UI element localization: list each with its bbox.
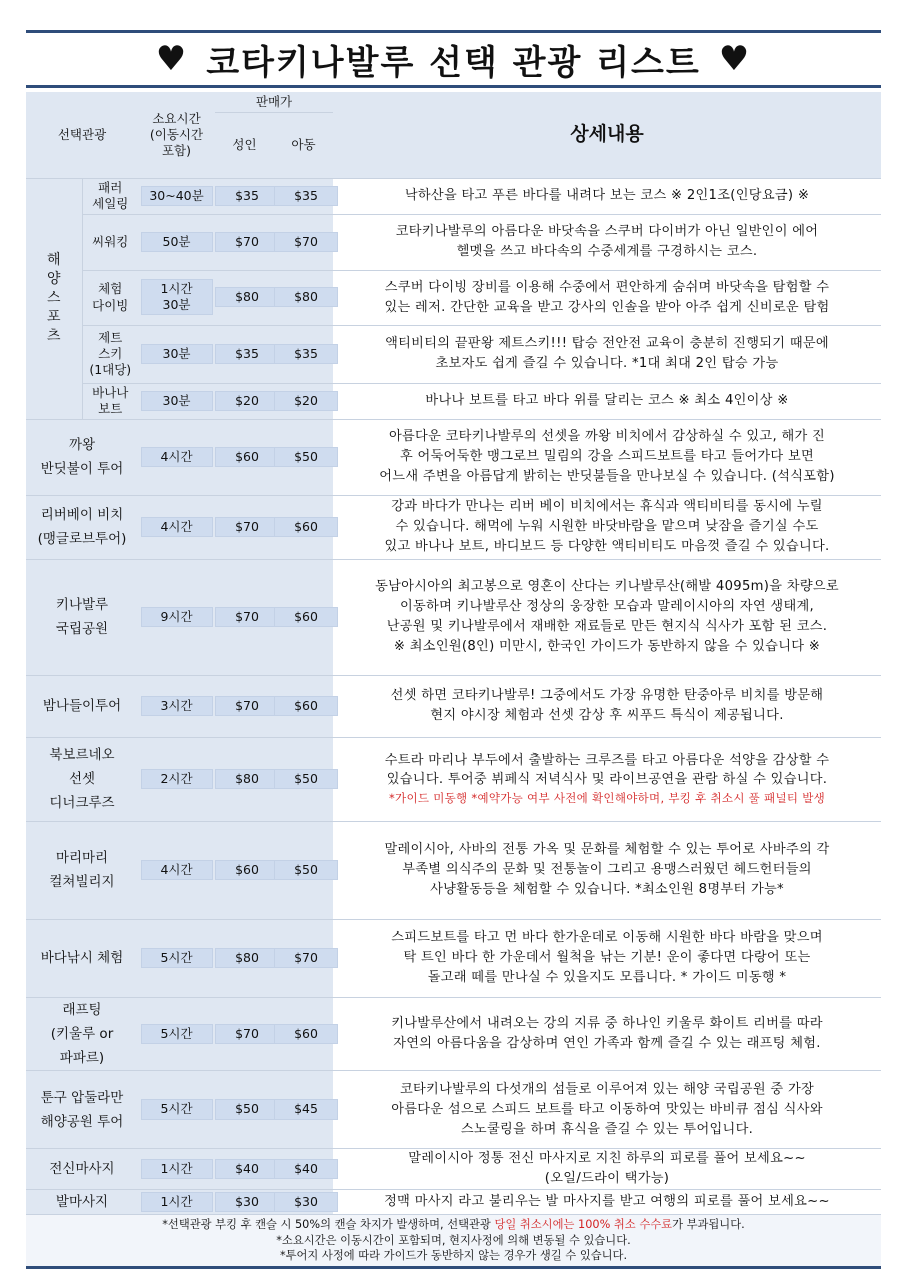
tour-name: 리버베이 비치 (맹글로브투어): [26, 495, 138, 559]
tour-description: 강과 바다가 만나는 리버 베이 비치에서는 휴식과 액티비티를 동시에 누릴 수 있습니다. 해먹에 누워 시원한 바닷바람을 맡으며 낮잠을 즐기실 수도 있고 바나나 보트, 바디보드 등 다양한 액티비티도 마음껏 즐길 수 있습니다.: [341, 497, 873, 556]
child-price: $50: [274, 447, 338, 467]
duration-pill: 30분: [141, 344, 213, 364]
tour-name: 까왕 반딧불이 투어: [26, 419, 138, 495]
table-row: [26, 821, 881, 919]
tour-description: 키나발루산에서 내려오는 강의 지류 중 하나인 키울루 화이트 리버를 따라 자연의 아름다움을 감상하며 연인 가족과 함께 즐길 수 있는 래프팅 체험.: [341, 1014, 873, 1054]
tour-description: 말레이시아, 사바의 전통 가옥 및 문화를 체험할 수 있는 투어로 사바주의 각 부족별 의식주의 문화 및 전통놀이 그리고 용맹스러웠던 헤드헌터들의 사냥활동등을 체험할 수 있습니다. *최소인원 8명부터 가능*: [341, 840, 873, 899]
adult-price: $80: [215, 769, 279, 789]
adult-price: $35: [215, 186, 279, 206]
tour-name: 북보르네오 선셋 디너크루즈: [26, 737, 138, 821]
adult-price: $20: [215, 391, 279, 411]
adult-price: $35: [215, 344, 279, 364]
child-price-cell: [274, 675, 333, 737]
child-price-cell: [274, 997, 333, 1071]
header-duration: 소요시간 (이동시간 포함): [138, 92, 215, 178]
child-price-cell: [274, 1149, 333, 1190]
tour-name: 래프팅 (키울루 or 파파르): [26, 997, 138, 1071]
desc-cell: [333, 178, 881, 214]
child-price: $70: [274, 948, 338, 968]
duration-pill: 50분: [141, 232, 213, 252]
child-price: $80: [274, 287, 338, 307]
header-tour: 선택관광: [26, 92, 138, 178]
child-price: $50: [274, 769, 338, 789]
duration-pill: 4시간: [141, 517, 213, 537]
duration-pill-cell: [138, 675, 215, 737]
tour-name: 바나나 보트: [82, 383, 138, 419]
child-price-cell: [274, 919, 333, 997]
table-row: [26, 737, 881, 821]
adult-price: $60: [215, 860, 279, 880]
child-price: $60: [274, 517, 338, 537]
child-price: $35: [274, 344, 338, 364]
adult-price: $70: [215, 696, 279, 716]
desc-cell: [333, 675, 881, 737]
child-price: $40: [274, 1159, 338, 1179]
tour-name: 툰구 압둘라만 해양공원 투어: [26, 1071, 138, 1149]
tour-name: 패러 세일링: [82, 178, 138, 214]
duration-pill: 30분: [141, 391, 213, 411]
adult-price: $70: [215, 607, 279, 627]
duration-pill-cell: [138, 214, 215, 270]
tour-description: 수트라 마리나 부두에서 출발하는 크루즈를 타고 아름다운 석양을 감상할 수 있습니다. 투어중 뷔페식 저녁식사 및 라이브공연을 관람 하실 수 있습니다.: [341, 751, 873, 791]
header-adult: 성인: [215, 112, 274, 178]
table-row: [26, 270, 881, 325]
adult-price-cell: [215, 325, 274, 383]
table-row: [26, 325, 881, 383]
adult-price: $40: [215, 1159, 279, 1179]
tour-name: 전신마사지: [26, 1149, 138, 1190]
duration-pill: 4시간: [141, 447, 213, 467]
duration-pill-cell: [138, 737, 215, 821]
child-price-cell: [274, 1189, 333, 1214]
desc-cell: [333, 559, 881, 675]
duration-pill-cell: [138, 178, 215, 214]
child-price-cell: [274, 737, 333, 821]
child-price-cell: [274, 383, 333, 419]
adult-price-cell: [215, 675, 274, 737]
child-price: $45: [274, 1099, 338, 1119]
desc-cell: [333, 919, 881, 997]
tour-description: 바나나 보트를 타고 바다 위를 달리는 코스 ※ 최소 4인이상 ※: [341, 391, 873, 411]
duration-pill-cell: [138, 559, 215, 675]
footer-line1: *선택관광 부킹 후 캔슬 시 50%의 캔슬 차지가 발생하며, 선택관광: [162, 1218, 495, 1232]
child-price: $35: [274, 186, 338, 206]
table-row: [26, 178, 881, 214]
child-price-cell: [274, 821, 333, 919]
desc-cell: [333, 1149, 881, 1190]
desc-cell: [333, 1189, 881, 1214]
heart-icon: ♥: [155, 39, 189, 79]
duration-pill: 4시간: [141, 860, 213, 880]
tour-description: 동남아시아의 최고봉으로 영혼이 산다는 키나발루산(해발 4095m)을 차량으로 이동하며 키나발루산 정상의 웅장한 모습과 말레이시아의 자연 생태계, 난공원 및 키나발루에서 재배한 재료들로 만든 현지식 식사가 포함 된 코스. ※ 최소인원(8인) 미만시, 한국인 가이드가 동반하지 않을 수 있습니다 ※: [341, 577, 873, 656]
child-price: $60: [274, 607, 338, 627]
price-sheet: [26, 30, 881, 1269]
adult-price: $80: [215, 287, 279, 307]
desc-cell: [333, 270, 881, 325]
tour-name: 마리마리 컬쳐빌리지: [26, 821, 138, 919]
adult-price-cell: [215, 178, 274, 214]
adult-price: $50: [215, 1099, 279, 1119]
desc-cell: [333, 419, 881, 495]
tour-description: 말레이시아 정통 전신 마사지로 지친 하루의 피로를 풀어 보세요~~ (오일/드라이 택가능): [341, 1149, 873, 1189]
child-price-cell: [274, 270, 333, 325]
tour-description: 코타키나발루의 다섯개의 섬들로 이루어져 있는 해양 국립공원 중 가장 아름다운 섬으로 스피드 보트를 타고 이동하여 맛있는 바비큐 점심 식사와 스노쿨링을 하며 휴식을 즐길 수 있는 투어입니다.: [341, 1080, 873, 1139]
adult-price-cell: [215, 1189, 274, 1214]
tour-name: 제트 스키 (1대당): [82, 325, 138, 383]
adult-price-cell: [215, 997, 274, 1071]
tour-name: 바다낚시 체험: [26, 919, 138, 997]
desc-cell: [333, 1071, 881, 1149]
duration-pill-cell: [138, 821, 215, 919]
adult-price-cell: [215, 559, 274, 675]
tour-name: 씨워킹: [82, 214, 138, 270]
adult-price: $60: [215, 447, 279, 467]
desc-cell: [333, 383, 881, 419]
group-label-char: 츠: [46, 327, 61, 344]
desc-cell: [333, 495, 881, 559]
adult-price-cell: [215, 737, 274, 821]
tour-name: 발마사지: [26, 1189, 138, 1214]
desc-cell: [333, 821, 881, 919]
header-detail: 상세내용: [333, 92, 881, 178]
adult-price-cell: [215, 419, 274, 495]
table-row: [26, 214, 881, 270]
table-row: [26, 675, 881, 737]
duration-pill: 2시간: [141, 769, 213, 789]
table-row: [26, 1071, 881, 1149]
duration-pill: 5시간: [141, 1024, 213, 1044]
desc-cell: [333, 214, 881, 270]
adult-price-cell: [215, 383, 274, 419]
tour-name: 키나발루 국립공원: [26, 559, 138, 675]
tour-description: 코타키나발루의 아름다운 바닷속을 스쿠버 다이버가 아닌 일반인이 에어 헬멧을 쓰고 바다속의 수중세계를 구경하시는 코스.: [341, 222, 873, 262]
tour-description: 선셋 하면 코타키나발루! 그중에서도 가장 유명한 탄중아루 비치를 방문해 현지 야시장 체험과 선셋 감상 후 씨푸드 특식이 제공됩니다.: [341, 686, 873, 726]
adult-price-cell: [215, 1071, 274, 1149]
duration-pill: 1시간: [141, 1159, 213, 1179]
tour-name: 체험 다이빙: [82, 270, 138, 325]
desc-cell: [333, 737, 881, 821]
group-label-char: 해: [46, 252, 61, 269]
group-label-char: 스: [46, 290, 61, 307]
adult-price-cell: [215, 919, 274, 997]
duration-pill: 9시간: [141, 607, 213, 627]
duration-pill-cell: [138, 383, 215, 419]
adult-price-cell: [215, 821, 274, 919]
table-row: [26, 997, 881, 1071]
duration-pill-cell: [138, 1149, 215, 1190]
header-price: 판매가: [215, 92, 333, 112]
title-bar: [26, 30, 881, 88]
child-price: $60: [274, 696, 338, 716]
child-price: $30: [274, 1192, 338, 1212]
duration-pill-cell: [138, 1071, 215, 1149]
child-price-cell: [274, 495, 333, 559]
tour-name: 밤나들이투어: [26, 675, 138, 737]
duration-pill-cell: [138, 419, 215, 495]
adult-price: $80: [215, 948, 279, 968]
child-price: $50: [274, 860, 338, 880]
footer-line2: *소요시간은 이동시간이 포함되며, 현지사정에 의해 변동될 수 있습니다.: [276, 1233, 631, 1247]
duration-pill: 5시간: [141, 948, 213, 968]
adult-price: $30: [215, 1192, 279, 1212]
header-child: 아동: [274, 112, 333, 178]
duration-pill-cell: [138, 919, 215, 997]
duration-pill: 1시간: [141, 1192, 213, 1212]
duration-pill: 30~40분: [141, 186, 213, 206]
table-row: [26, 495, 881, 559]
footer-notes: [26, 1215, 881, 1269]
child-price: $70: [274, 232, 338, 252]
child-price-cell: [274, 214, 333, 270]
duration-pill: 3시간: [141, 696, 213, 716]
child-price-cell: [274, 325, 333, 383]
tour-description: 아름다운 코타키나발루의 선셋을 까왕 비치에서 감상하실 수 있고, 해가 진 후 어둑어둑한 맹그로브 밀림의 강을 스피드보트를 타고 들어가다 보면 어느새 주변을 아름답게 밝히는 반딧불들을 만나보실 수 있습니다. (석식포함): [341, 427, 873, 486]
group-label-char: 양: [46, 271, 61, 288]
group-label-marine: [26, 178, 82, 419]
child-price-cell: [274, 1071, 333, 1149]
duration-pill-cell: [138, 270, 215, 325]
page-title: 코타키나발루 선택 관광 리스트: [206, 42, 701, 83]
footer-line1-red: 당일 취소시에는 100% 취소 수수료: [494, 1218, 673, 1232]
child-price: $60: [274, 1024, 338, 1044]
table-row: [26, 919, 881, 997]
adult-price-cell: [215, 214, 274, 270]
table-row: [26, 383, 881, 419]
table-row: [26, 419, 881, 495]
duration-pill-cell: [138, 997, 215, 1071]
duration-pill-cell: [138, 495, 215, 559]
heart-icon: ♥: [718, 39, 752, 79]
footer-line3: *투어지 사정에 따라 가이드가 동반하지 않는 경우가 생길 수 있습니다.: [279, 1248, 628, 1262]
tour-description: 낙하산을 타고 푸른 바다를 내려다 보는 코스 ※ 2인1조(인당요금) ※: [341, 186, 873, 206]
tour-table: [26, 92, 881, 1215]
tour-note: *가이드 미동행 *예약가능 여부 사전에 확인해야하며, 부킹 후 취소시 풀 패널티 발생: [341, 790, 873, 807]
adult-price-cell: [215, 495, 274, 559]
adult-price: $70: [215, 232, 279, 252]
adult-price: $70: [215, 1024, 279, 1044]
desc-cell: [333, 997, 881, 1071]
child-price-cell: [274, 419, 333, 495]
adult-price: $70: [215, 517, 279, 537]
table-row: [26, 559, 881, 675]
duration-pill: 5시간: [141, 1099, 213, 1119]
table-row: [26, 1149, 881, 1190]
adult-price-cell: [215, 1149, 274, 1190]
child-price-cell: [274, 559, 333, 675]
child-price: $20: [274, 391, 338, 411]
tour-description: 스쿠버 다이빙 장비를 이용해 수중에서 편안하게 숨쉬며 바닷속을 탐험할 수 있는 레저. 간단한 교육을 받고 강사의 인솔을 받아 아주 쉽게 신비로운 탐험: [341, 278, 873, 318]
table-row: [26, 1189, 881, 1214]
desc-cell: [333, 325, 881, 383]
duration-pill-cell: [138, 1189, 215, 1214]
footer-line1-end: 가 부과됩니다.: [672, 1218, 745, 1232]
child-price-cell: [274, 178, 333, 214]
adult-price-cell: [215, 270, 274, 325]
duration-pill-cell: [138, 325, 215, 383]
group-label-char: 포: [46, 308, 61, 325]
tour-description: 정맥 마사지 라고 불리우는 발 마사지를 받고 여행의 피로를 풀어 보세요~~: [341, 1192, 873, 1212]
tour-description: 액티비티의 끝판왕 제트스키!!! 탑승 전안전 교육이 충분히 진행되기 때문에 초보자도 쉽게 즐길 수 있습니다. *1대 최대 2인 탑승 가능: [341, 334, 873, 374]
tour-description: 스피드보트를 타고 먼 바다 한가운데로 이동해 시원한 바다 바람을 맞으며 탁 트인 바다 한 가운데서 월척을 낚는 기분! 운이 좋다면 다랑어 또는 돌고래 떼를 만나실 수 있을지도 모릅니다. * 가이드 미동행 *: [341, 928, 873, 987]
duration-pill: 1시간 30분: [141, 279, 213, 316]
